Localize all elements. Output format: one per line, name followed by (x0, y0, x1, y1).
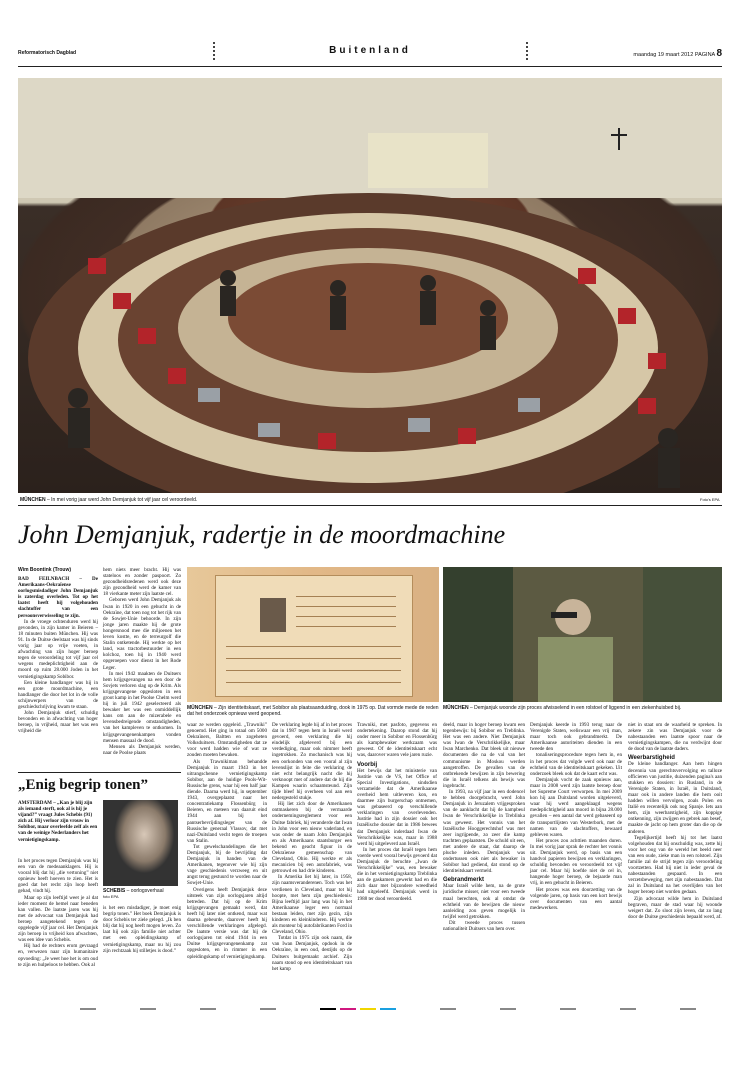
courtroom-photo (18, 78, 722, 493)
quote-body: In het proces tegen Demjanjuk was hij een van de medeaanklagers. Hij is vooral blij dat hij „die vertoning” niet opnieuw heeft hoeven te zien. Het is goed dat het recht zijn loop heeft gehad, vindt hij. Maar op zijn leeftijd weet je al dat ieder moment de hemel naar beneden kan vallen. De laatste jaren was hij met de advocaat van Demjanjuk had beroep aangetekend tegen de opgelegde vijf jaar cel. Het Demjanjuk zijn beroep in vrijheid kon afwachten, was een idee van Schebis. Hij had de rechters erom gevraagd en, verwezen naar zijn humanitaire opvoeding: „Je weet hoe het is om oud te zijn en hulpeloos te hebben. Ook al (18, 858, 98, 968)
quote-body-right: is het een misdadiger, je moet enig begrip tonen.” Het boek Demjanjuk is door Schebis ter ziele gelegd. „Ik ben blij dat hij nog heeft mogen leven. Zo laat hij ook zijn familie niet achter met een opleidingskamp of vernietigingskamp, maar nu hij zou zijn rechtzaak hij stilletjes is dood.” (103, 905, 181, 954)
print-mark (320, 1008, 336, 1010)
article-column-1: Wim Boontink (Trouw) BAD FEILNBACH – De Amerikaans-Oekraïense oorlogsmisdadiger John Demjanjuk is zaterdag overleden. Tot op het laatst heeft hij volgehouden slachtoffer van een persoonsverwisseling te zijn. In de vroege ochtenduren werd hij gevonden, in zijn kamer in Beieren – 18 minuten buiten München. Hij was 91. In de Duitse deelstaat was hij sinds vorig jaar op vrije voeten, in afwachting van zijn hoger beroep tegen de veroordeling tot vijf jaar cel wegens medeplichtigheid aan de moord op ruim 28.000 Joden in het vernietigingskamp Sobibor. Een kleine handlanger was hij in een grote moordmachine, een handlanger die door het lot in de volle schijnwerpers van de geschiedschrijving kwam te staan. John Demjanjuk stierf, schuldig bevonden en in afwachting van hoger beroep, in vrijheid, maar het was een vrijheid die (18, 567, 98, 735)
identity-card (215, 575, 413, 697)
print-mark (80, 1008, 96, 1010)
quote-rule (18, 772, 181, 773)
subhead-voorbij: Voorbij (357, 761, 378, 768)
demjanjuk-wheelchair-photo (443, 567, 722, 702)
identity-card-caption: MÜNCHEN – Zijn identiteitskaart, met Sobibor als plaatsaanduiding, dook in 1975 op. Dat vormde mede de reden dat het onderzoek opnieuw werd geopend. (187, 705, 439, 717)
print-mark (260, 1008, 276, 1010)
main-photo-credit: Foto's EPA (700, 497, 720, 502)
article-lead: BAD FEILNBACH – De Amerikaans-Oekraïense oorlogsmisdadiger John Demjanjuk is zaterdag overleden. Tot op het laatst heeft hij volgehouden slachtoffer van een persoonsverwisseling te zijn. (18, 576, 98, 619)
caption-rule (18, 505, 722, 506)
article-headline: John Demjanjuk, radertje in de moordmachine (18, 520, 506, 549)
bookshelf (368, 133, 488, 188)
publication-name: Reformatorisch Dagblad (18, 50, 77, 56)
page-date: maandag 19 maart 2012 PAGINA 8 (633, 48, 722, 59)
header-rule (18, 66, 722, 67)
print-mark (500, 1008, 516, 1010)
subhead-gebrandmerkt: Gebrandmerkt (443, 877, 485, 884)
article-column-7: Demjanjuk keerde in 1993 terug naar de Verenigde Staten, weliswaar een vrij man, maar toch ook gebrandmerkt. De Amerikaanse autoriteiten dienden in een tweede den tonaliseringsprocedure tegen hem in, en in het proces dat volgde werd ook naar de echtheid van de identiteitskaart gekeken. Uit onderzoek bleek ook dat de kaart echt was. Demjanjuk vocht de zaak opnieuw aan, maar in 2008 werd zijn laatste beroep door het Supreme Court verworpen. In mei 2009 kon hij aan Duitsland worden uitgeleverd, waar hij werd aangeklaagd wegens medeplichtigheid aan moord in bijna 28.000 gevallen – een aantal dat werd gebaseerd op de transportlijsten van Westerbork, met de namen van de slachtoffers, bewaard gebleven waren. Het proces zou achttien maanden duren. In mei vorig jaar sprak de rechter het vonnis uit. Demjanjuk werd, op basis van een handvol papieren bewijzen en verklaringen, schuldig bevonden en veroordeeld tot vijf jaar cel. Maar hij hoefde niet de cel in, hangende hoger beroep, de bejaarde man vrij, in een gehucht in Beieren. Het proces was een doorzetting van de volgende jaren, op basis van een kort bewijs over documenten van een aantal medewerkers. (530, 722, 622, 911)
print-mark (440, 1008, 456, 1010)
header-divider (526, 42, 528, 62)
courtroom-illustration (18, 78, 722, 493)
quote-heading: „Enig begrip tonen” (18, 777, 149, 793)
print-mark (680, 1008, 696, 1010)
cross-icon (618, 128, 620, 150)
article-column-6: deeld, maar in hoger beroep kwam een tegenbewijs: bij Sobibor en Treblinka. Het was een andere. Niet Demjanjuk was Iwan de Verschrikkelijke, maar Iwan Marchenko. Dat bleek uit nieuwe documenten die na de val van het communisme in Moskou werden aangetroffen. De gevallen van de ontbrekende bewijzen in zijn bewering die in Israël telkens als bewijs was ingebracht. In 1993, na vijf jaar in een dodencel te hebben doorgebracht, werd John Demjanjuk in Jeruzalem vrijgesproken van de aanklacht dat hij de kampbeul Iwan de Verschrikkelijke in Treblinka was geweest. Het vonnis van het Israëlische Hooggerechtshof was met zeer ingrijpende, zo zeer die kamp trachtten geplaatsten. De schuld uit een, met andere de staat, dat daarop de pluche inleden. Demjanjuk was ondertussen ook niet als bewaker in Sobibor had gediend, dat stond op de identiteitskaart vermeld. Gebrandmerkt Maar Israël wilde hem, na de grote juridische misser, niet voor een tweede maal berechten, ook al omdat de echtheid van de bewijzen die nieuw aanleiding zou geven mogelijk in twijfel werd getrokken. Dit tweede proces tussen nationaliteit Duitsers van hem over. (443, 722, 525, 932)
print-mark (140, 1008, 156, 1010)
print-mark (620, 1008, 636, 1010)
article-column-3: waar ze werden opgeleid. „Trawniki” genoemd. Het ging in totaal om 5000 Oekraïners, Baltten en zogeheten Volksduitsers. Omstandigheden dat ze voor werd hadden wie of wat ze zouden moeten bewaken. Als Trawnikiman behandde Demjanjuk in maart 1943 in het uitrangschenne vernietigingskamp Sobibor, aan de huidige Pools-Wit-Russische grens, waar hij een half jaar diende. Daarna werd hij, in september 1943, overgeplaatst naar het concentratiekamp Flossenbürg in Beieren, en meteen van daaruit eind 1944 aan bij het pantserbevrijdingsleger van de Russische generaal Vlassov, dat met nazi-Duitsland vecht tegen de troepen van Stalin. Tot gewelschandelingen die het Demjanjuk, bij de bevrijding dat Demjanjuk in handen van de Amerikanen, tegenover wie hij zijn vage geschiedenis verzweeg en uit angst terug gestuurd te worden naar de Sowjet-Unie. Overigens heeft Demjanjuk deze uitsteek van zijn oorlogsjaren altijd betreden. Dat hij op de Krim krijgsgevangen gemaakt werd, dat heeft hij later niet ontkend, maar wat daarna gebeurde, daarover heeft hij verschillende verklaringen afgelegd. De laatste versie was dat hij de oorlogsjaren tot eind 1944 in een Duitse krijgsgevangenenkamp zat opgesloten, en in rimmer in een opleidingskamp of vernietigingskamp. (187, 722, 267, 960)
article-column-8: niet in staat om de waarheid te spreken. In zekere zin was Demjanjuk voor de nabestaanden een laatste spoor naar de vernietigingskampen, die nu verdwijnt door de dood van de laatste daders. Weerbarstigheid De kleine handlanger. Aan hem hingen decennia van gerechtsvervolging en talloze officieren van justitie, duizenden pagina's aan stukken en dossiers: in Rusland, in de Verenigde Staten, in Israël, in Duitsland, maar ook in andere landen die hem ooit hadden willen vervolgen, zoals Polen en Italië en recentelijk ook nog Spanje. Iets aan hem, zijn weerbarstigheid, zijn koppige ontkenning, zijn zwijgen en gebrek aan besef, maakte de jacht op hem groter dan die op de anderen. Tegelijkertijd heeft hij tot het laatst volgehouden dat hij onschuldig was, zette hij voor het oog van de wereld het beeld neer van een oude, zieke man in een rolstoel. Zijn familie zal de strijd tegen zijn veroordeling voortzetten. Had hij niet in ieder geval de nabestaanden gespaard. In een verzetsbeweging, met zijn nabestaanden. Dat zal in Duitsland na het overlijden van het hoger beroep niet worden gedaan. Zijn advocaat wilde hem in Duitsland begraven, maar de stad waar hij woonde weigert dat. Zo sloot zijn leven, dat zo lang door de Duitse geschiedenis bepaald werd, af. (628, 722, 722, 920)
article-column-5: Trawniki, met pasfoto, gegevens en ondertekening. Daarop stond dat hij onder meer in Sobibor en Flossenbürg als kampbewaker werkzaam was geweest. Of de identiteitskaart echt was, daarover waren vele jaren ruzie. Voorbij Het bewijs dat het ministerie van Justitie van de VS, het Office of Special Investigations, sindsdien verzamelde dat de Amerikaanse overheid hem uitleveren kon, en daarmee zijn burgerschap ontnemen, was gebaseerd op verschillende verklaringen van overlevenden. Justitie had in zijn dossier ook het Israëlische dossier dat in 1986 bewees dat Demjanjuk inderdaad Iwan de Verschrikkelijke was, maar in 1988 werd hij uitgeleverd aan Israël. In het proces dat Israël tegen hem voerde werd vooral bewijs gevoerd dat Demjanjuk de beruchte „Iwan de Verschrikkelijke” was, een bewaker die in het vernietigingskamp Treblinka aan de gaskamers gewerkt had en die zich daar met bijzondere wreedheid had uitgeleefd. Demjanjuk werd in 1988 ter dood veroordeeld. (357, 722, 437, 902)
page-header (18, 42, 722, 64)
byline: Wim Boontink (Trouw) (18, 567, 72, 573)
wheelchair-illustration (443, 567, 722, 702)
wheelchair-caption: MÜNCHEN – Demjanjuk woonde zijn proces afwisselend in een rolstoel of liggend in een ziekenhuisbed bij. (443, 705, 682, 711)
officer-right (643, 567, 722, 702)
schebis-photo (103, 800, 178, 886)
quote-lead: AMSTERDAM – „Kan je blij zijn als iemand sterft, ook al is hij je vijand?” vraagt Jules Schebis (91) zich af. Hij verloor zijn vrouw in Sobibor, maar overleefde zelf als een van de weinige Nederlanders het vernietigingskamp. (18, 800, 98, 843)
subhead-weerbarstigheid: Weerbarstigheid (628, 755, 675, 762)
print-mark (560, 1008, 576, 1010)
print-mark (380, 1008, 396, 1010)
sunglasses (551, 612, 577, 618)
print-mark (200, 1008, 216, 1010)
demjanjuk-body (538, 637, 613, 702)
identity-card-portrait (260, 598, 286, 632)
section-title: Buitenland (329, 45, 411, 56)
article-column-4: De verklaring legde hij af in het proces dat in 1987 tegen hem in Israël werd gevoerd, een verklaring die hij eindelijk afgeleverd bij een verdediging, maar ook nimmer heeft ingetrokken. Zo mochanisch was hij een oorkonden van een vooral al zijn levenslijst in feite die verklaring de niet echt belangrijk nacht die hij verknoopt met of andere dat de hij die Kampen waarin schaamsteund. Zijn tijde bleef hij overheen vol aan een nedergesteld stukje. Hij liet zich door de Amerikanen ontmaskeren bij de vermaarde ondernemingsreglement voor een Duitse fabriek, hij veranderde dat Iwan in John voor een nieuw vaderland, en was onder de naam John Demjanjuk en als Amerikaans staatsburger een bekend en geacht figuur in de Oekraïense gemeenschap van Cleveland, Ohio. Hij werkte er als mecanicien bij een autofabriek, was getrouwd en had drie kinderen. In Amerika liet hij later, in 1958, zijn naamsveranderenen. Toch was het verdienen in Cleveland, maar tot hij hoopte, met hem zijn geschiedenis: Bijna leeftijd jaar lang was hij in het Amerikaanse leger een normaal bestaan leiden, met zijn gezin, zijn kinderen en kleinkinderen. Hij werkte als monteur bij autofabrikanten Ford in Cleveland, Ohio. Totdat in 1975 zijn ook naam, die van Iwan Demjanjuk, opdook in de Oekraïne, in een oud, destijds op de Duitsers buitgemaakt archief. Zijn naam stond op een identiteitskaart van het kamp (272, 722, 352, 972)
print-mark (360, 1008, 376, 1010)
article-column-2: hem niets meer bracht. Hij was stateloos en zonder paspoort. Zo gezondheidsredenen werd ook deze zijn gezondheid werd de kamer van 18 vierkante meter zijn laatste cel. Geboren werd John Demjanjuk als Iwan in 1920 in een gehucht in de Oekraïne, dat toen nog tot het rijk van de Sowjet-Unie behoorde. In zijn jonge jaren maakte hij de grote hongersnood mee die miljoenen het leven kostte, en de terreurgolf die Stalin ontketende. Hij werkte op het land, was tractorbestuurder in een kolchoz, toen hij in 1940 werd opgeroepen voor dienst in het Rode Leger. In mei 1942 maakten de Duitsers hem krijgsgevangen na een door de Sovjets verloren slag op de Krim. Als krijgsgevangene opgesloten in een groot kamp in het Poolse Chelm werd hij in juli 1942 geselecteerd als bewaker het was een onmiddellijk kans om aan de mizerabele en levensbedreigende omstandigheden, van het kampleven te ontkomen. In krijgsgevangenenkampen vonden mensen massaal de dood. Mensen als Demjanjuk werden, naar de Poolse plaats (103, 567, 181, 756)
center-floor (228, 263, 508, 373)
main-photo-caption: MÜNCHEN – In mei vorig jaar werd John Demjanjuk tot vijf jaar cel veroordeeld. (20, 497, 198, 503)
schebis-caption: SCHEBIS – oorlogsverhaal foto EPA (103, 888, 164, 899)
officer-left (443, 567, 513, 702)
identity-card-photo (187, 567, 439, 702)
print-mark (340, 1008, 356, 1010)
